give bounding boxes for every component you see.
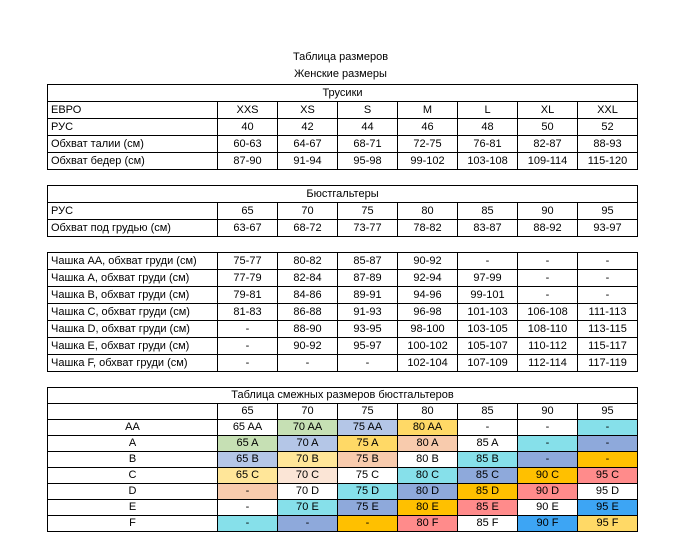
adjacent-cell: 70 E	[278, 500, 338, 516]
adjacent-cell: 85 C	[458, 468, 518, 484]
adjacent-cell: 75 AA	[338, 420, 398, 436]
adjacent-cell: 80 C	[398, 468, 458, 484]
adjacent-cell: 80 AA	[398, 420, 458, 436]
adjacent-row	[48, 500, 638, 516]
cups-cell: -	[578, 270, 638, 287]
adjacent-row-label: AA	[48, 420, 218, 436]
adjacent-header-cell: 80	[398, 404, 458, 420]
cups-cell: -	[578, 287, 638, 304]
adjacent-header-cell: 75	[338, 404, 398, 420]
cups-cell: 89-91	[338, 287, 398, 304]
panties-cell: 76-81	[458, 136, 518, 153]
adjacent-cell: 65 B	[218, 452, 278, 468]
bras-cell: 68-72	[278, 220, 338, 237]
cups-cell: 115-117	[578, 338, 638, 355]
adjacent-cell: 80 D	[398, 484, 458, 500]
panties-cell: M	[398, 102, 458, 119]
adjacent-row-label: C	[48, 468, 218, 484]
adjacent-title: Таблица смежных размеров бюстгальтеров	[48, 388, 638, 404]
cups-cell: 99-101	[458, 287, 518, 304]
cups-cell: 102-104	[398, 355, 458, 372]
cups-cell: 79-81	[218, 287, 278, 304]
panties-title: Трусики	[48, 85, 638, 102]
bras-cell: 83-87	[458, 220, 518, 237]
adjacent-row-label: F	[48, 516, 218, 532]
cups-cell: 110-112	[518, 338, 578, 355]
adjacent-header-corner	[48, 404, 218, 420]
panties-cell: 40	[218, 119, 278, 136]
adjacent-cell: 80 E	[398, 500, 458, 516]
adjacent-cell: -	[218, 516, 278, 532]
bras-cell: 78-82	[398, 220, 458, 237]
adjacent-cell: 90 E	[518, 500, 578, 516]
adjacent-row-label: A	[48, 436, 218, 452]
adjacent-cell: 95 F	[578, 516, 638, 532]
bras-cell: 63-67	[218, 220, 278, 237]
panties-cell: 46	[398, 119, 458, 136]
adjacent-cell: 85 B	[458, 452, 518, 468]
adjacent-header-cell: 95	[578, 404, 638, 420]
adjacent-cell: 70 AA	[278, 420, 338, 436]
cups-row-label: Чашка Е, обхват груди (см)	[48, 338, 218, 355]
cups-cell: 112-114	[518, 355, 578, 372]
adjacent-row	[48, 468, 638, 484]
cups-cell: 107-109	[458, 355, 518, 372]
panties-cell: 50	[518, 119, 578, 136]
cups-cell: -	[278, 355, 338, 372]
adjacent-cell: 80 F	[398, 516, 458, 532]
cups-cell: 105-107	[458, 338, 518, 355]
cups-cell: -	[518, 270, 578, 287]
panties-row-label: ЕВРО	[48, 102, 218, 119]
adjacent-cell: 80 B	[398, 452, 458, 468]
adjacent-cell: 65 A	[218, 436, 278, 452]
panties-cell: 115-120	[578, 153, 638, 170]
panties-cell: XXS	[218, 102, 278, 119]
panties-cell: 82-87	[518, 136, 578, 153]
adjacent-header-cell: 90	[518, 404, 578, 420]
panties-cell: 44	[338, 119, 398, 136]
cups-row-label: Чашка АА, обхват груди (см)	[48, 253, 218, 270]
cups-cell: 96-98	[398, 304, 458, 321]
panties-cell: XL	[518, 102, 578, 119]
panties-cell: 103-108	[458, 153, 518, 170]
cups-cell: 87-89	[338, 270, 398, 287]
bras-cell: 85	[458, 203, 518, 220]
adjacent-cell: 90 C	[518, 468, 578, 484]
cups-cell: 80-82	[278, 253, 338, 270]
cups-cell: 85-87	[338, 253, 398, 270]
panties-row	[48, 119, 638, 136]
cups-cell: 94-96	[398, 287, 458, 304]
panties-cell: 91-94	[278, 153, 338, 170]
bras-table	[47, 185, 638, 237]
panties-row-label: Обхват талии (см)	[48, 136, 218, 153]
adjacent-row-label: D	[48, 484, 218, 500]
adjacent-cell: -	[518, 420, 578, 436]
cups-cell: 98-100	[398, 321, 458, 338]
cups-cell: 75-77	[218, 253, 278, 270]
cups-cell: 93-95	[338, 321, 398, 338]
cups-row	[48, 287, 638, 304]
adjacent-cell: 75 A	[338, 436, 398, 452]
panties-cell: 64-67	[278, 136, 338, 153]
adjacent-cell: -	[218, 484, 278, 500]
adjacent-cell: -	[458, 420, 518, 436]
panties-cell: 42	[278, 119, 338, 136]
cups-cell: -	[458, 253, 518, 270]
cups-row-label: Чашка D, обхват груди (см)	[48, 321, 218, 338]
adjacent-row	[48, 484, 638, 500]
panties-cell: L	[458, 102, 518, 119]
adjacent-cell: -	[578, 420, 638, 436]
adjacent-cell: -	[578, 436, 638, 452]
adjacent-cell: 90 D	[518, 484, 578, 500]
cups-cell: -	[338, 355, 398, 372]
adjacent-header-cell: 85	[458, 404, 518, 420]
cups-cell: 90-92	[278, 338, 338, 355]
adjacent-header-row	[48, 404, 638, 420]
adjacent-sizes-table	[47, 387, 638, 532]
adjacent-cell: -	[518, 452, 578, 468]
cups-row-label: Чашка С, обхват груди (см)	[48, 304, 218, 321]
adjacent-cell: 65 C	[218, 468, 278, 484]
adjacent-cell: 75 E	[338, 500, 398, 516]
cups-cell: 86-88	[278, 304, 338, 321]
cups-cell: -	[218, 355, 278, 372]
bras-cell: 65	[218, 203, 278, 220]
cups-cell: 88-90	[278, 321, 338, 338]
bras-cell: 73-77	[338, 220, 398, 237]
adjacent-row	[48, 516, 638, 532]
cups-cell: 92-94	[398, 270, 458, 287]
adjacent-cell: 85 A	[458, 436, 518, 452]
cups-cell: 90-92	[398, 253, 458, 270]
adjacent-cell: 75 C	[338, 468, 398, 484]
cups-cell: -	[578, 253, 638, 270]
bras-title: Бюстгальтеры	[48, 186, 638, 203]
panties-row	[48, 153, 638, 170]
cups-row-label: Чашка А, обхват груди (см)	[48, 270, 218, 287]
bras-row	[48, 203, 638, 220]
panties-cell: 109-114	[518, 153, 578, 170]
cups-row-label: Чашка В, обхват груди (см)	[48, 287, 218, 304]
adjacent-cell: -	[578, 452, 638, 468]
cups-table	[47, 252, 638, 372]
adjacent-cell: 85 D	[458, 484, 518, 500]
bras-row-label: РУС	[48, 203, 218, 220]
panties-cell: 99-102	[398, 153, 458, 170]
bras-cell: 88-92	[518, 220, 578, 237]
cups-cell: 81-83	[218, 304, 278, 321]
adjacent-cell: 85 F	[458, 516, 518, 532]
cups-cell: 103-105	[458, 321, 518, 338]
cups-cell: 108-110	[518, 321, 578, 338]
panties-row-label: Обхват бедер (см)	[48, 153, 218, 170]
page-subtitle: Женские размеры	[294, 68, 387, 80]
panties-cell: 52	[578, 119, 638, 136]
panties-cell: 87-90	[218, 153, 278, 170]
cups-cell: 77-79	[218, 270, 278, 287]
panties-cell: XXL	[578, 102, 638, 119]
page-title: Таблица размеров	[292, 51, 389, 63]
cups-cell: 101-103	[458, 304, 518, 321]
panties-cell: 48	[458, 119, 518, 136]
cups-cell: 91-93	[338, 304, 398, 321]
adjacent-cell: -	[338, 516, 398, 532]
cups-cell: 117-119	[578, 355, 638, 372]
bras-cell: 90	[518, 203, 578, 220]
adjacent-row-label: E	[48, 500, 218, 516]
cups-cell: 106-108	[518, 304, 578, 321]
adjacent-cell: 95 E	[578, 500, 638, 516]
adjacent-cell: 90 F	[518, 516, 578, 532]
cups-cell: 95-97	[338, 338, 398, 355]
adjacent-cell: 70 B	[278, 452, 338, 468]
adjacent-cell: 70 D	[278, 484, 338, 500]
adjacent-header-cell: 70	[278, 404, 338, 420]
adjacent-cell: -	[278, 516, 338, 532]
adjacent-header-cell: 65	[218, 404, 278, 420]
adjacent-row	[48, 420, 638, 436]
cups-cell: 82-84	[278, 270, 338, 287]
panties-cell: XS	[278, 102, 338, 119]
bras-row	[48, 220, 638, 237]
adjacent-cell: 95 C	[578, 468, 638, 484]
cups-row	[48, 321, 638, 338]
panties-cell: 72-75	[398, 136, 458, 153]
adjacent-cell: 95 D	[578, 484, 638, 500]
adjacent-cell: -	[518, 436, 578, 452]
bras-row-label: Обхват под грудью (см)	[48, 220, 218, 237]
adjacent-row	[48, 436, 638, 452]
cups-cell: 84-86	[278, 287, 338, 304]
cups-row-label: Чашка F, обхват груди (см)	[48, 355, 218, 372]
adjacent-cell: 70 C	[278, 468, 338, 484]
adjacent-cell: 70 A	[278, 436, 338, 452]
cups-cell: -	[218, 338, 278, 355]
cups-cell: -	[518, 287, 578, 304]
bras-cell: 80	[398, 203, 458, 220]
cups-row	[48, 253, 638, 270]
panties-row-label: РУС	[48, 119, 218, 136]
cups-cell: 100-102	[398, 338, 458, 355]
cups-cell: -	[218, 321, 278, 338]
adjacent-row-label: B	[48, 452, 218, 468]
bras-cell: 95	[578, 203, 638, 220]
bras-cell: 70	[278, 203, 338, 220]
cups-row	[48, 270, 638, 287]
cups-cell: -	[518, 253, 578, 270]
bras-cell: 93-97	[578, 220, 638, 237]
cups-cell: 113-115	[578, 321, 638, 338]
adjacent-cell: 75 D	[338, 484, 398, 500]
bras-cell: 75	[338, 203, 398, 220]
adjacent-cell: 85 E	[458, 500, 518, 516]
cups-row	[48, 338, 638, 355]
cups-row	[48, 304, 638, 321]
cups-cell: 111-113	[578, 304, 638, 321]
panties-row	[48, 102, 638, 119]
cups-cell: 97-99	[458, 270, 518, 287]
panties-cell: 60-63	[218, 136, 278, 153]
panties-cell: 95-98	[338, 153, 398, 170]
panties-table	[47, 84, 638, 170]
panties-row	[48, 136, 638, 153]
adjacent-cell: 75 B	[338, 452, 398, 468]
adjacent-cell: 80 A	[398, 436, 458, 452]
cups-row	[48, 355, 638, 372]
panties-cell: 88-93	[578, 136, 638, 153]
adjacent-cell: 65 AA	[218, 420, 278, 436]
panties-cell: S	[338, 102, 398, 119]
panties-cell: 68-71	[338, 136, 398, 153]
adjacent-row	[48, 452, 638, 468]
adjacent-cell: -	[218, 500, 278, 516]
